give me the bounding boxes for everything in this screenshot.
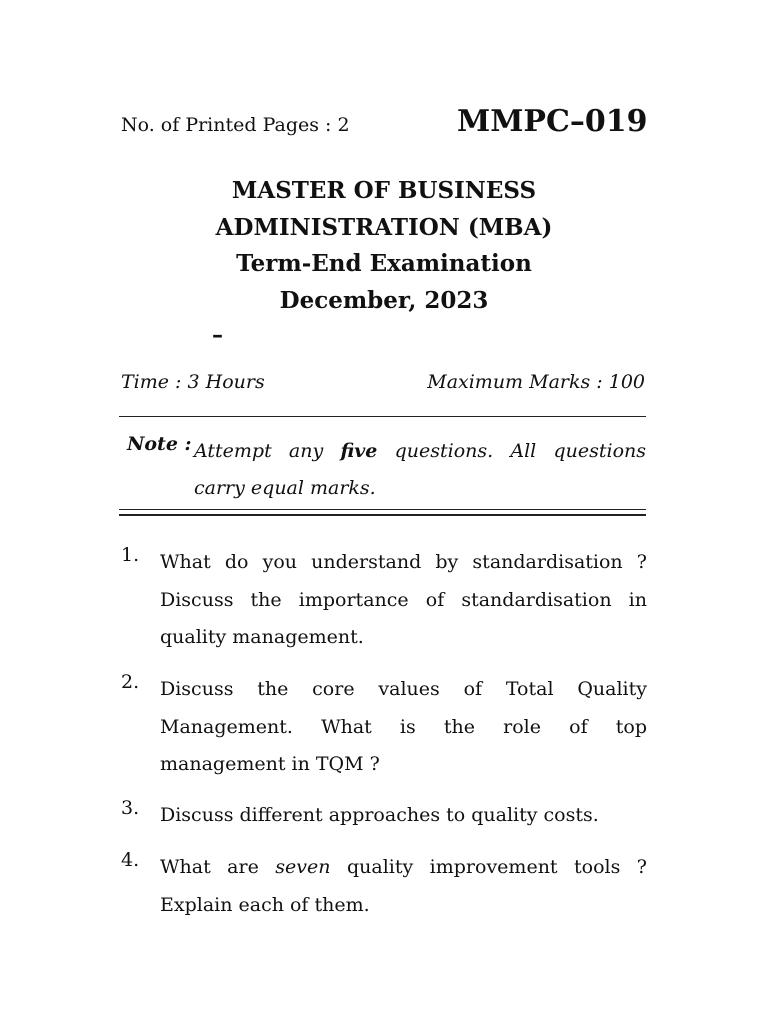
question-number: 4. [121, 849, 140, 871]
question-line: management in TQM ? [160, 753, 380, 775]
question-line: Discuss the core values of Total Quality [160, 678, 647, 700]
question-line: Discuss different approaches to quality costs. [160, 804, 599, 826]
question-line: Explain each of them. [160, 893, 370, 916]
question-4-before: What are [160, 856, 276, 878]
question-text [160, 849, 647, 924]
note-text [194, 433, 646, 507]
note-text-before: Attempt any [194, 440, 341, 462]
note-text-after: questions. All questions [377, 440, 646, 462]
question-line: What do you understand by standardisation ? [160, 551, 647, 573]
question-text [160, 544, 647, 657]
question-number: 3. [121, 797, 140, 819]
divider [119, 416, 646, 417]
question-text [160, 671, 647, 784]
title-line-3: Term-End Examination [236, 250, 532, 277]
question-line [160, 849, 647, 887]
title-line-2: ADMINISTRATION (MBA) [215, 213, 553, 241]
question-line: Discuss the importance of standardisation in [160, 588, 647, 611]
question-line: quality management. [160, 626, 364, 648]
exam-title [0, 173, 768, 319]
title-line-4: December, 2023 [279, 286, 489, 314]
double-divider-top [119, 509, 646, 510]
question-4-after: quality improvement tools ? [330, 856, 647, 878]
question-text [160, 797, 647, 835]
paper-code: MMPC–019 [457, 104, 648, 139]
note-label: Note : [127, 433, 192, 455]
stray-dash: – [212, 322, 223, 348]
printed-pages-count: No. of Printed Pages : 2 [121, 114, 350, 136]
note-text-bold: five [340, 440, 378, 462]
question-number: 2. [121, 671, 140, 693]
maximum-marks: Maximum Marks : 100 [427, 371, 645, 393]
exam-time: Time : 3 Hours [121, 371, 265, 393]
note-line-2: carry equal marks. [194, 477, 376, 499]
question-number: 1. [121, 544, 140, 566]
title-line-1: MASTER OF BUSINESS [231, 177, 537, 204]
note-line-1 [194, 433, 646, 470]
question-4-emphasis: seven [275, 856, 331, 878]
double-divider-bottom [119, 514, 646, 516]
question-line: Management. What is the role of top [160, 715, 647, 738]
